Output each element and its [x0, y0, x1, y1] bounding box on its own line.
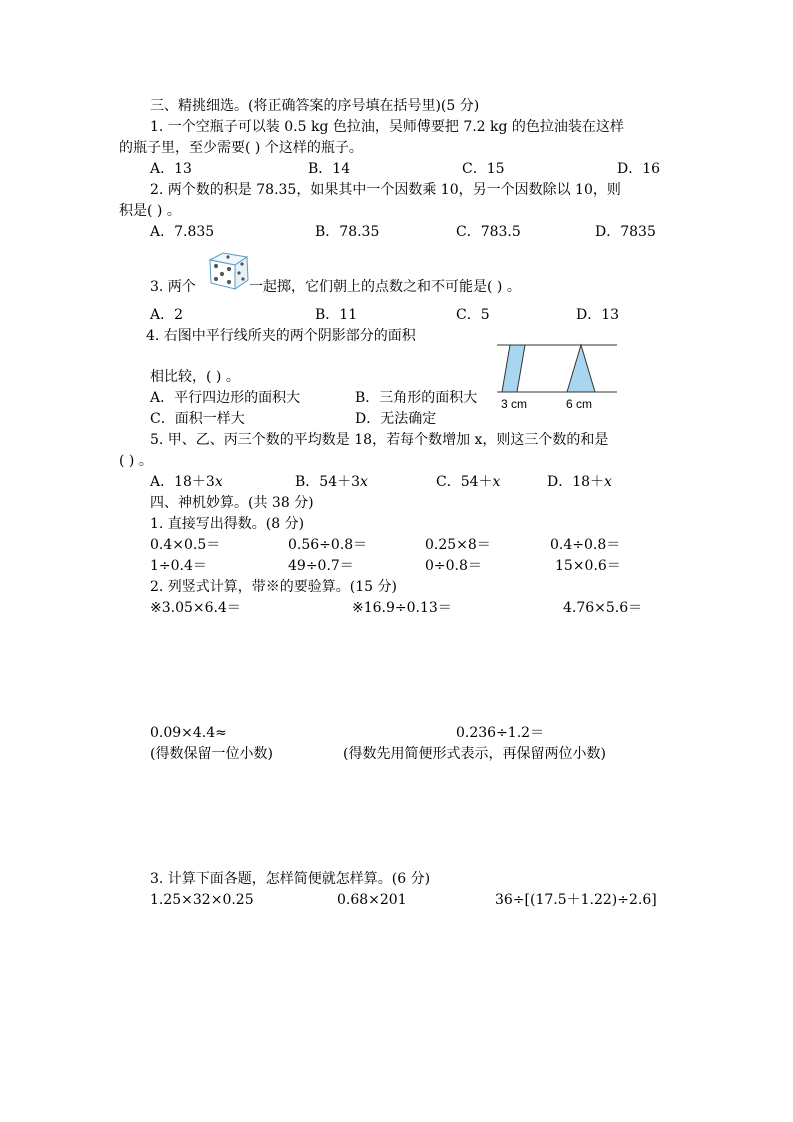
q2-option-c: C．783.5	[456, 224, 521, 240]
q2-option-a: A．7.835	[150, 224, 215, 240]
p2-expr: 4.76×5.6＝	[563, 600, 643, 616]
q3-option-d: D．13	[576, 307, 620, 323]
shaded-triangle	[567, 345, 595, 392]
p3-expr: 0.68×201	[337, 892, 407, 908]
label-3cm: 3 cm	[501, 397, 528, 411]
q2-line2: 积是( ) 。	[119, 203, 181, 219]
q4-option-a: A．平行四边形的面积大	[150, 390, 301, 406]
q3-suffix: 一起掷，它们朝上的点数之和不可能是( ) 。	[249, 279, 521, 295]
q1-option-d: D．16	[617, 161, 661, 177]
p1-title: 1. 直接写出得数。(8 分)	[150, 516, 305, 532]
q4-line2: 相比较，( ) 。	[150, 369, 240, 385]
p2-expr: ※16.9÷0.13＝	[352, 600, 452, 616]
p3-title: 3. 计算下面各题，怎样简便就怎样算。(6 分)	[150, 871, 431, 887]
q1-line1: 1. 一个空瓶子可以装 0.5 kg 色拉油，吴师傅要把 7.2 kg 的色拉油装在这样	[150, 119, 624, 135]
q5-line1: 5. 甲、乙、丙三个数的平均数是 18，若每个数增加 x，则这三个数的和是	[150, 432, 609, 448]
label-6cm: 6 cm	[566, 397, 593, 411]
q5-option-c: C．54＋x	[436, 474, 501, 490]
p1-expr: 0÷0.8＝	[425, 558, 482, 574]
q4-option-b: B．三角形的面积大	[355, 390, 478, 406]
q5-line2: ( ) 。	[119, 453, 153, 469]
p2-expr: ※3.05×6.4＝	[150, 600, 241, 616]
p1-expr: 0.4÷0.8＝	[550, 537, 621, 553]
q4-option-c: C．面积一样大	[150, 411, 245, 427]
q2-option-b: B．78.35	[315, 224, 380, 240]
q3-option-a: A．2	[150, 307, 184, 323]
q2-option-d: D．7835	[595, 224, 656, 240]
p1-expr: 15×0.6＝	[555, 558, 621, 574]
shaded-parallelogram	[502, 345, 525, 392]
q5-option-b: B．54＋3x	[295, 474, 368, 490]
p1-expr: 0.56÷0.8＝	[288, 537, 368, 553]
q4-line1: 4. 右图中平行线所夹的两个阴影部分的面积	[146, 328, 416, 344]
q1-option-b: B．14	[308, 161, 351, 177]
p1-expr: 1÷0.4＝	[150, 558, 207, 574]
p2-expr: 0.09×4.4≈	[150, 725, 227, 741]
p1-expr: 49÷0.7＝	[288, 558, 354, 574]
p3-expr: 36÷[(17.5＋1.22)÷2.6]	[495, 892, 657, 908]
p1-expr: 0.4×0.5＝	[150, 537, 221, 553]
dice-icon	[207, 250, 251, 292]
q1-option-c: C．15	[462, 161, 505, 177]
q5-option-d: D．18＋x	[547, 474, 612, 490]
q3-prefix: 3. 两个	[150, 279, 196, 295]
q2-line1: 2. 两个数的积是 78.35，如果其中一个因数乘 10，另一个因数除以 10，则	[150, 182, 621, 198]
q1-line2: 的瓶子里，至少需要( ) 个这样的瓶子。	[119, 140, 363, 156]
q4-option-d: D．无法确定	[355, 411, 437, 427]
parallel-lines-figure	[495, 337, 620, 412]
section4-heading: 四、神机妙算。(共 38 分)	[150, 495, 314, 511]
p3-expr: 1.25×32×0.25	[150, 892, 254, 908]
p2-title: 2. 列竖式计算，带※的要验算。(15 分)	[150, 579, 397, 595]
q1-option-a: A．13	[150, 161, 192, 177]
p1-expr: 0.25×8＝	[425, 537, 491, 553]
p2-note: (得数先用简便形式表示，再保留两位小数)	[343, 746, 606, 762]
p2-note: (得数保留一位小数)	[150, 746, 273, 762]
p2-expr: 0.236÷1.2＝	[456, 725, 545, 741]
section3-heading: 三、精挑细选。(将正确答案的序号填在括号里)(5 分)	[150, 98, 480, 114]
q3-option-c: C．5	[456, 307, 490, 323]
q3-option-b: B．11	[315, 307, 358, 323]
q5-option-a: A．18＋3x	[150, 474, 223, 490]
